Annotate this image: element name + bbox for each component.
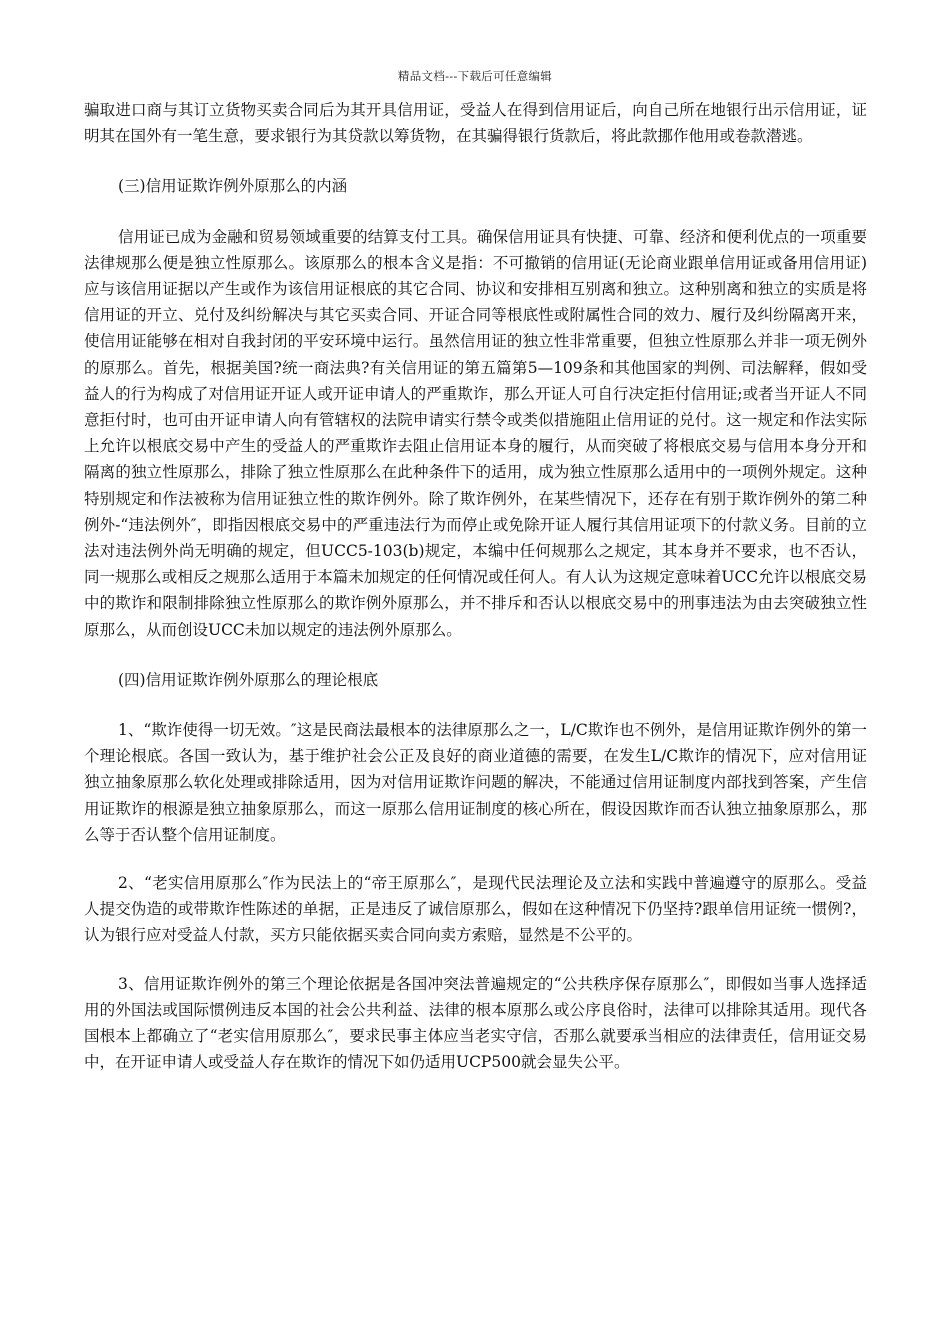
paragraph-continuation: 骗取进口商与其订立货物买卖合同后为其开具信用证，受益人在得到信用证后，向自己所在地银行出示信用证，证明其在国外有一笔生意，要求银行为其贷款以筹货物，在其骗得银行货款后，将此款挪作他用或卷款潜逃。 — [84, 101, 867, 146]
section-heading-4: (四)信用证欺诈例外原那么的理论根底 — [118, 670, 379, 689]
paragraph-point-2: 2、“老实信用原那么″作为民法上的“帝王原那么″，是现代民法理论及立法和实践中普遍遵守的原那么。受益人提交伪造的或带欺诈性陈述的单据，正是违反了诚信原那么，假如在这种情况下仍坚持?跟单信用证统一惯例?，认为银行应对受益人付款，买方只能依据买卖合同向卖方索赔，显然是不公平的。 — [84, 874, 867, 945]
paragraph-point-1: 1、“欺诈使得一切无效。″这是民商法最根本的法律原那么之一，L/C欺诈也不例外，是信用证欺诈例外的第一个理论根底。各国一致认为，基于维护社会公正及良好的商业道德的需要，在发生L/C欺诈的情况下，应对信用证独立抽象原那么软化处理或排除适用，因为对信用证欺诈问题的解决，不能通过信用证制度内部找到答案，产生信用证欺诈的根源是独立抽象原那么，而这一原那么信用证制度的核心所在，假设因欺诈而否认独立抽象原那么，那么等于否认整个信用证制度。 — [84, 721, 867, 844]
section-heading-3: (三)信用证欺诈例外原那么的内涵 — [118, 177, 348, 196]
paragraph-section-3: 信用证已成为金融和贸易领域重要的结算支付工具。确保信用证具有快捷、可靠、经济和便利优点的一项重要法律规那么便是独立性原那么。该原那么的根本含义是指：不可撤销的信用证(无论商业跟单信用证或备用信用证)应与该信用证据以产生或作为该信用证根底的其它合同、协议和安排相互别离和独立。这种别离和独立的实质是将信用证的开立、兑付及纠纷解决与其它买卖合同、开证合同等根底性或附属性合同的效力、履行及纠纷隔离开来，使信用证能够在相对自我封闭的平安环境中运行。虽然信用证的独立性非常重要，但独立性原那么并非一项无例外的原那么。首先，根据美国?统一商法典?有关信用证的第五篇第5—109条和其他国家的判例、司法解释，假如受益人的行为构成了对信用证开证人或开证申请人的严重欺诈，那么开证人可自行决定拒付信用证;或者当开证人不同意拒付时，也可由开证申请人向有管辖权的法院申请实行禁令或类似措施阻止信用证的兑付。这一规定和作法实际上允许以根底交易中产生的受益人的严重欺诈去阻止信用证本身的履行，从而突破了将根底交易与信用本身分开和隔离的独立性原那么，排除了独立性原那么在此种条件下的适用，成为独立性原那么适用中的一项例外规定。这种特别规定和作法被称为信用证独立性的欺诈例外。除了欺诈例外，在某些情况下，还存在有别于欺诈例外的第二种例外-“违法例外″，即指因根底交易中的严重违法行为而停止或免除开证人履行其信用证项下的付款义务。目前的立法对违法例外尚无明确的规定，但UCC5-103(b)规定，本编中任何规那么之规定，其本身并不要求，也不否认，同一规那么或相反之规那么适用于本篇未加规定的任何情况或任何人。有人认为这规定意味着UCC允许以根底交易中的欺诈和限制排除独立性原那么的欺诈例外原那么，并不排斥和否认以根底交易中的刑事违法为由去突破独立性原那么，从而创设UCC未加以规定的违法例外原那么。 — [84, 227, 867, 639]
document-body — [84, 97, 867, 1076]
page-header: 精品文档---下载后可任意编辑 — [397, 69, 553, 83]
paragraph-point-3: 3、信用证欺诈例外的第三个理论依据是各国冲突法普遍规定的“公共秩序保存原那么″，即假如当事人选择适用的外国法或国际惯例违反本国的社会公共利益、法律的根本原那么或公序良俗时，法律可以排除其适用。现代各国根本上都确立了“老实信用原那么″，要求民事主体应当老实守信，否那么就要承当相应的法律责任，信用证交易中，在开证申请人或受益人存在欺诈的情况下如仍适用UCP500就会显失公平。 — [84, 974, 867, 1072]
